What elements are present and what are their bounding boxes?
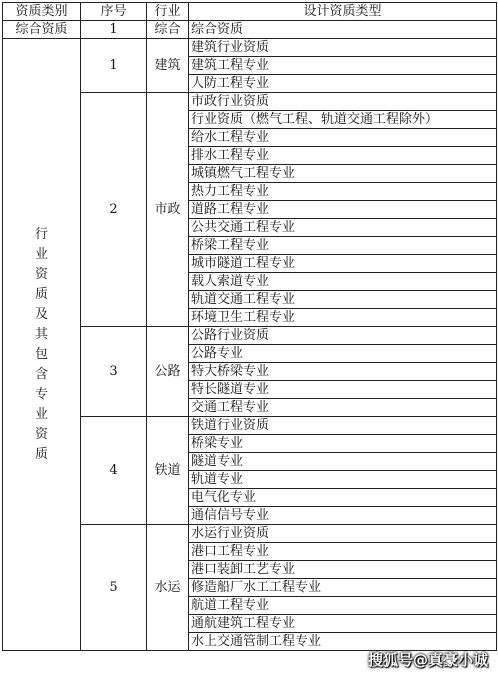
qualification-type: 通航建筑工程专业 bbox=[189, 615, 497, 633]
group-category-cell bbox=[3, 39, 81, 651]
qualification-type: 城镇燃气工程专业 bbox=[189, 165, 497, 183]
group-category-label: 行业资质及其包含专业资质 bbox=[34, 226, 48, 462]
qualification-type: 特长隧道专业 bbox=[189, 381, 497, 399]
qualification-type: 港口装卸工艺专业 bbox=[189, 561, 497, 579]
qualification-type: 行业资质（燃气工程、轨道交通工程除外） bbox=[189, 111, 497, 129]
watermark: 搜狐号@真豪小诚 bbox=[367, 651, 488, 669]
group-industry: 水运 bbox=[147, 525, 189, 651]
qualification-type: 航道工程专业 bbox=[189, 597, 497, 615]
qualification-type: 建筑工程专业 bbox=[189, 57, 497, 75]
qualification-type: 桥梁专业 bbox=[189, 435, 497, 453]
table-body bbox=[3, 21, 497, 651]
group-number: 1 bbox=[81, 39, 147, 93]
table-row bbox=[3, 39, 497, 57]
header-row bbox=[3, 3, 497, 21]
qualification-type: 轨道交通工程专业 bbox=[189, 291, 497, 309]
group-number: 3 bbox=[81, 327, 147, 417]
qualification-type: 热力工程专业 bbox=[189, 183, 497, 201]
header-category: 资质类别 bbox=[3, 3, 81, 21]
qualification-type: 建筑行业资质 bbox=[189, 39, 497, 57]
group-number: 5 bbox=[81, 525, 147, 651]
group-industry: 建筑 bbox=[147, 39, 189, 93]
general-industry: 综合 bbox=[147, 21, 189, 39]
group-number: 2 bbox=[81, 93, 147, 327]
group-industry: 市政 bbox=[147, 93, 189, 327]
header-type: 设计资质类型 bbox=[189, 3, 497, 21]
general-number: 1 bbox=[81, 21, 147, 39]
qualification-type: 修造船厂水工工程专业 bbox=[189, 579, 497, 597]
qualification-type: 道路工程专业 bbox=[189, 201, 497, 219]
qualification-type: 公共交通工程专业 bbox=[189, 219, 497, 237]
qualification-type: 交通工程专业 bbox=[189, 399, 497, 417]
qualification-type: 载人索道专业 bbox=[189, 273, 497, 291]
qualification-table bbox=[2, 2, 497, 651]
qualification-type: 水上交通管制工程专业 bbox=[189, 633, 497, 651]
qualification-type: 公路专业 bbox=[189, 345, 497, 363]
qualification-type: 桥梁工程专业 bbox=[189, 237, 497, 255]
qualification-type: 人防工程专业 bbox=[189, 75, 497, 93]
qualification-type: 电气化专业 bbox=[189, 489, 497, 507]
qualification-type: 给水工程专业 bbox=[189, 129, 497, 147]
general-category: 综合资质 bbox=[3, 21, 81, 39]
qualification-type: 水运行业资质 bbox=[189, 525, 497, 543]
qualification-type: 通信信号专业 bbox=[189, 507, 497, 525]
qualification-type: 环境卫生工程专业 bbox=[189, 309, 497, 327]
qualification-type: 轨道专业 bbox=[189, 471, 497, 489]
header-industry: 行业 bbox=[147, 3, 189, 21]
group-number: 4 bbox=[81, 417, 147, 525]
qualification-type: 隧道专业 bbox=[189, 453, 497, 471]
qualification-type: 市政行业资质 bbox=[189, 93, 497, 111]
qualification-type: 铁道行业资质 bbox=[189, 417, 497, 435]
group-industry: 公路 bbox=[147, 327, 189, 417]
qualification-type: 排水工程专业 bbox=[189, 147, 497, 165]
header-number: 序号 bbox=[81, 3, 147, 21]
qualification-type: 特大桥梁专业 bbox=[189, 363, 497, 381]
general-row bbox=[3, 21, 497, 39]
qualification-type: 城市隧道工程专业 bbox=[189, 255, 497, 273]
group-industry: 铁道 bbox=[147, 417, 189, 525]
general-type: 综合资质 bbox=[189, 21, 497, 39]
qualification-type: 公路行业资质 bbox=[189, 327, 497, 345]
qualification-type: 港口工程专业 bbox=[189, 543, 497, 561]
